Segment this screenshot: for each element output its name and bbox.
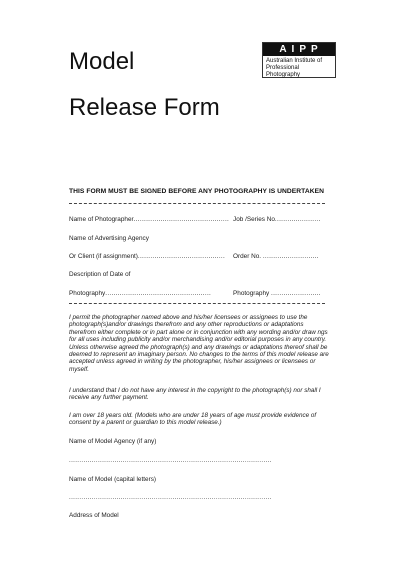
- permission-paragraph: I permit the photographer named above and his/her licensees or assignees to use the photograph(s)and/or drawings therefrom and any other reproductions or adaptations therefrom either complete or in part alone or in conjunction with any wording and/or draw ngs for all uses including publicity and/or merchandising and/or editorial purposes in any country. Unless otherwise agreed the photograph(s) and any drawings or adaptations thereof shall be deemed to represent an imaginary person. No changes to the terms of this model release are accepted unless agreed in writing by the photographer, his/her assignees or licensees or myself.: [69, 314, 329, 373]
- job-series-label: Job /Series No: [233, 216, 275, 223]
- model-address-label: Address of Model: [69, 512, 119, 519]
- photography-field[interactable]: [69, 290, 211, 297]
- logo-letters: AIPP: [263, 43, 335, 56]
- model-agency-label: Name of Model Agency (if any): [69, 438, 157, 445]
- age-paragraph: I am over 18 years old. (Models who are under 18 years of age must provide evidence of consent by a parent or guardian to this model release.): [69, 412, 317, 427]
- form-title-line2: Release Form: [69, 94, 220, 121]
- divider-top: [69, 203, 325, 204]
- model-name-label: Name of Model (capital letters): [69, 476, 157, 483]
- divider-middle: [69, 303, 325, 304]
- photography-label-2: Photography: [233, 290, 270, 297]
- aipp-logo: [262, 42, 336, 78]
- photographer-name-label: Name of Photographer: [69, 216, 134, 223]
- model-name-line[interactable]: ..................................................................................................: [69, 494, 272, 501]
- description-label: Description of Date of: [69, 271, 131, 278]
- photography-dots: ...................................................: [105, 290, 212, 297]
- job-series-field[interactable]: [233, 216, 321, 223]
- order-no-dots: ...........................: [262, 253, 319, 260]
- photographer-name-dots: ..............................................: [133, 216, 230, 223]
- signing-notice: THIS FORM MUST BE SIGNED BEFORE ANY PHOTOGRAPHY IS UNDERTAKEN: [69, 188, 324, 195]
- logo-caption-line2: Professional Photography: [266, 65, 301, 78]
- client-dots: ..........................................: [137, 253, 226, 260]
- order-no-label: Order No.: [233, 253, 262, 260]
- logo-caption-line1: Australian Institute of: [266, 58, 323, 64]
- advertising-agency-label: Name of Advertising Agency: [69, 235, 149, 242]
- photographer-name-field[interactable]: [69, 216, 229, 223]
- job-series-dots: ......................: [274, 216, 321, 223]
- photography-field-2[interactable]: [233, 290, 321, 297]
- client-label: Or Client (if assignment): [69, 253, 138, 260]
- order-no-field[interactable]: [233, 253, 319, 260]
- client-field[interactable]: [69, 253, 225, 260]
- copyright-paragraph: I understand that I do not have any interest in the copyright to the photograph(s) nor shall I receive any further payment.: [69, 387, 321, 402]
- photography-dots-2: ........................: [271, 290, 321, 297]
- form-title-line1: Model: [69, 48, 135, 75]
- model-agency-line[interactable]: ..................................................................................................: [69, 457, 272, 464]
- photography-label: Photography: [69, 290, 106, 297]
